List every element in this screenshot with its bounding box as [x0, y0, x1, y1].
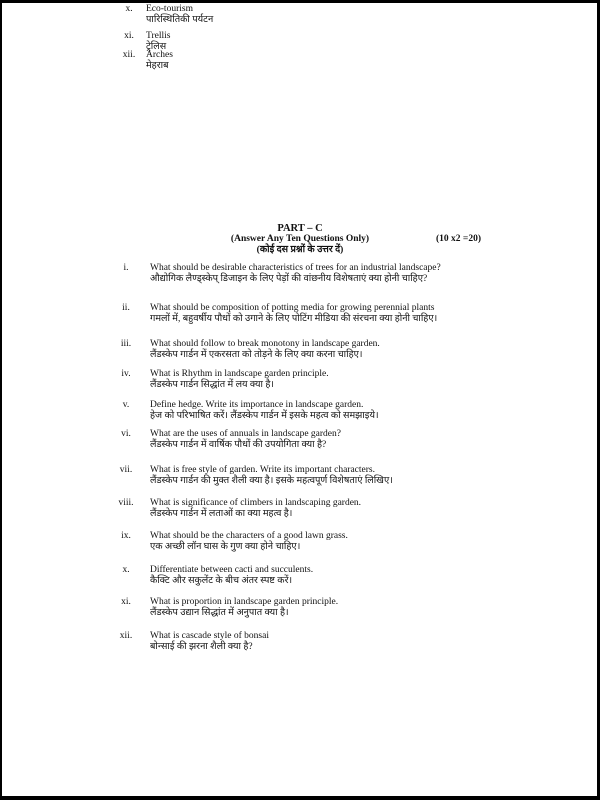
item-number: xii.	[122, 50, 136, 60]
question-list	[110, 263, 490, 653]
item-term-en: Trellis	[146, 31, 171, 41]
item-term-hi: मेहराब	[146, 61, 169, 71]
question-item	[110, 263, 490, 303]
glossary-continuation-list	[118, 4, 418, 72]
instruction-en: (Answer Any Ten Questions Only)	[230, 234, 370, 244]
question-text-en: What is Rhythm in landscape garden principle.	[150, 369, 329, 379]
question-item	[110, 631, 490, 653]
part-title: PART – C	[277, 223, 323, 234]
question-text-hi: लैंडस्केप गार्डन की मुक्त शैली क्या है। इसके महत्वपूर्ण विशेषताएं लिखिए।	[150, 476, 393, 486]
question-item	[110, 531, 490, 565]
question-number: x.	[122, 565, 130, 575]
question-item	[110, 369, 490, 400]
question-text-en: What is cascade style of bonsai	[150, 631, 269, 641]
item-term-hi: पारिस्थितिकी पर्यटन	[146, 15, 214, 25]
question-text-hi: औद्योगिक लैण्ड्स्केप् डिजाइन के लिए पेड़ों की वांछनीय विशेषताएं क्या होनी चाहिए?	[150, 274, 428, 284]
item-term-en: Eco-tourism	[146, 4, 193, 14]
item-number: xi.	[124, 31, 134, 41]
question-number: v.	[122, 400, 130, 410]
item-number: x.	[125, 4, 133, 14]
question-text-hi: बोन्साई की झरना शैली क्या है?	[150, 642, 253, 652]
question-text-en: What should be the characters of a good lawn grass.	[150, 531, 348, 541]
page-edge-left	[0, 0, 2, 800]
question-item	[110, 565, 490, 597]
question-text-en: What is proportion in landscape garden principle.	[150, 597, 339, 607]
question-text-hi: एक अच्छी लॉन घास के गुण क्या होने चाहिए।	[150, 542, 301, 552]
instruction-hi: (कोई दस प्रश्नों के उत्तर दें)	[256, 245, 344, 255]
list-item	[118, 31, 418, 50]
question-item	[110, 429, 490, 465]
question-text-hi: लैंडस्केप गार्डन में लताओं का क्या महत्व है।	[150, 509, 293, 519]
question-item	[110, 303, 490, 339]
question-number: xi.	[121, 597, 131, 607]
question-text-en: What should be composition of potting media for growing perennial plants	[150, 303, 435, 313]
question-text-en: Define hedge. Write its importance in landscape garden.	[150, 400, 364, 410]
question-text-en: Differentiate between cacti and succulents.	[150, 565, 314, 575]
question-text-en: What should follow to break monotony in landscape garden.	[150, 339, 380, 349]
question-number: viii.	[118, 498, 134, 508]
list-item	[118, 50, 418, 72]
part-c-header	[0, 223, 600, 256]
question-text-hi: लैंडस्केप गार्डन में एकरसता को तोड़ने के लिए क्या करना चाहिए।	[150, 350, 363, 360]
question-text-en: What are the uses of annuals in landscape garden?	[150, 429, 341, 439]
question-number: i.	[123, 263, 129, 273]
item-term-hi: ट्रेलिस	[146, 42, 167, 52]
question-number: xii.	[119, 631, 133, 641]
question-text-en: What is free style of garden. Write its important characters.	[150, 465, 375, 475]
question-number: iv.	[121, 369, 131, 379]
question-item	[110, 465, 490, 498]
question-item	[110, 597, 490, 631]
marks-allocation: (10 x2 =20)	[436, 234, 481, 244]
question-text-hi: गमलों में, बहुवर्षीय पौधों को उगाने के लिए पोटिंग मीडिया की संरचना क्या होनी चाहिए।	[150, 314, 438, 324]
question-item	[110, 400, 490, 429]
question-number: ix.	[121, 531, 131, 541]
question-text-en: What should be desirable characteristics of trees for an industrial landscape?	[150, 263, 441, 273]
question-number: ii.	[122, 303, 130, 313]
page-edge-bottom	[0, 796, 600, 800]
question-text-en: What is significance of climbers in landscaping garden.	[150, 498, 362, 508]
question-number: vi.	[121, 429, 131, 439]
question-item	[110, 498, 490, 531]
question-text-hi: कैक्टि और सकुलेंट के बीच अंतर स्पष्ट करें।	[150, 576, 293, 586]
question-text-hi: लैंडस्केप गार्डन में वार्षिक पौधों की उपयोगिता क्या है?	[150, 440, 327, 450]
list-item	[118, 4, 418, 31]
question-number: vii.	[119, 465, 133, 475]
question-number: iii.	[120, 339, 132, 349]
question-text-hi: हेज को परिभाषित करें। लैंडस्केप गार्डन में इसके महत्व को समझाइये।	[150, 411, 379, 421]
question-text-hi: लैंडस्केप गार्डन सिद्धांत में लय क्या है।	[150, 380, 275, 390]
question-item	[110, 339, 490, 369]
question-text-hi: लैंडस्केप उद्यान सिद्धांत में अनुपात क्या है।	[150, 608, 289, 618]
page-edge-top	[0, 0, 600, 3]
item-term-en: Arches	[146, 50, 173, 60]
